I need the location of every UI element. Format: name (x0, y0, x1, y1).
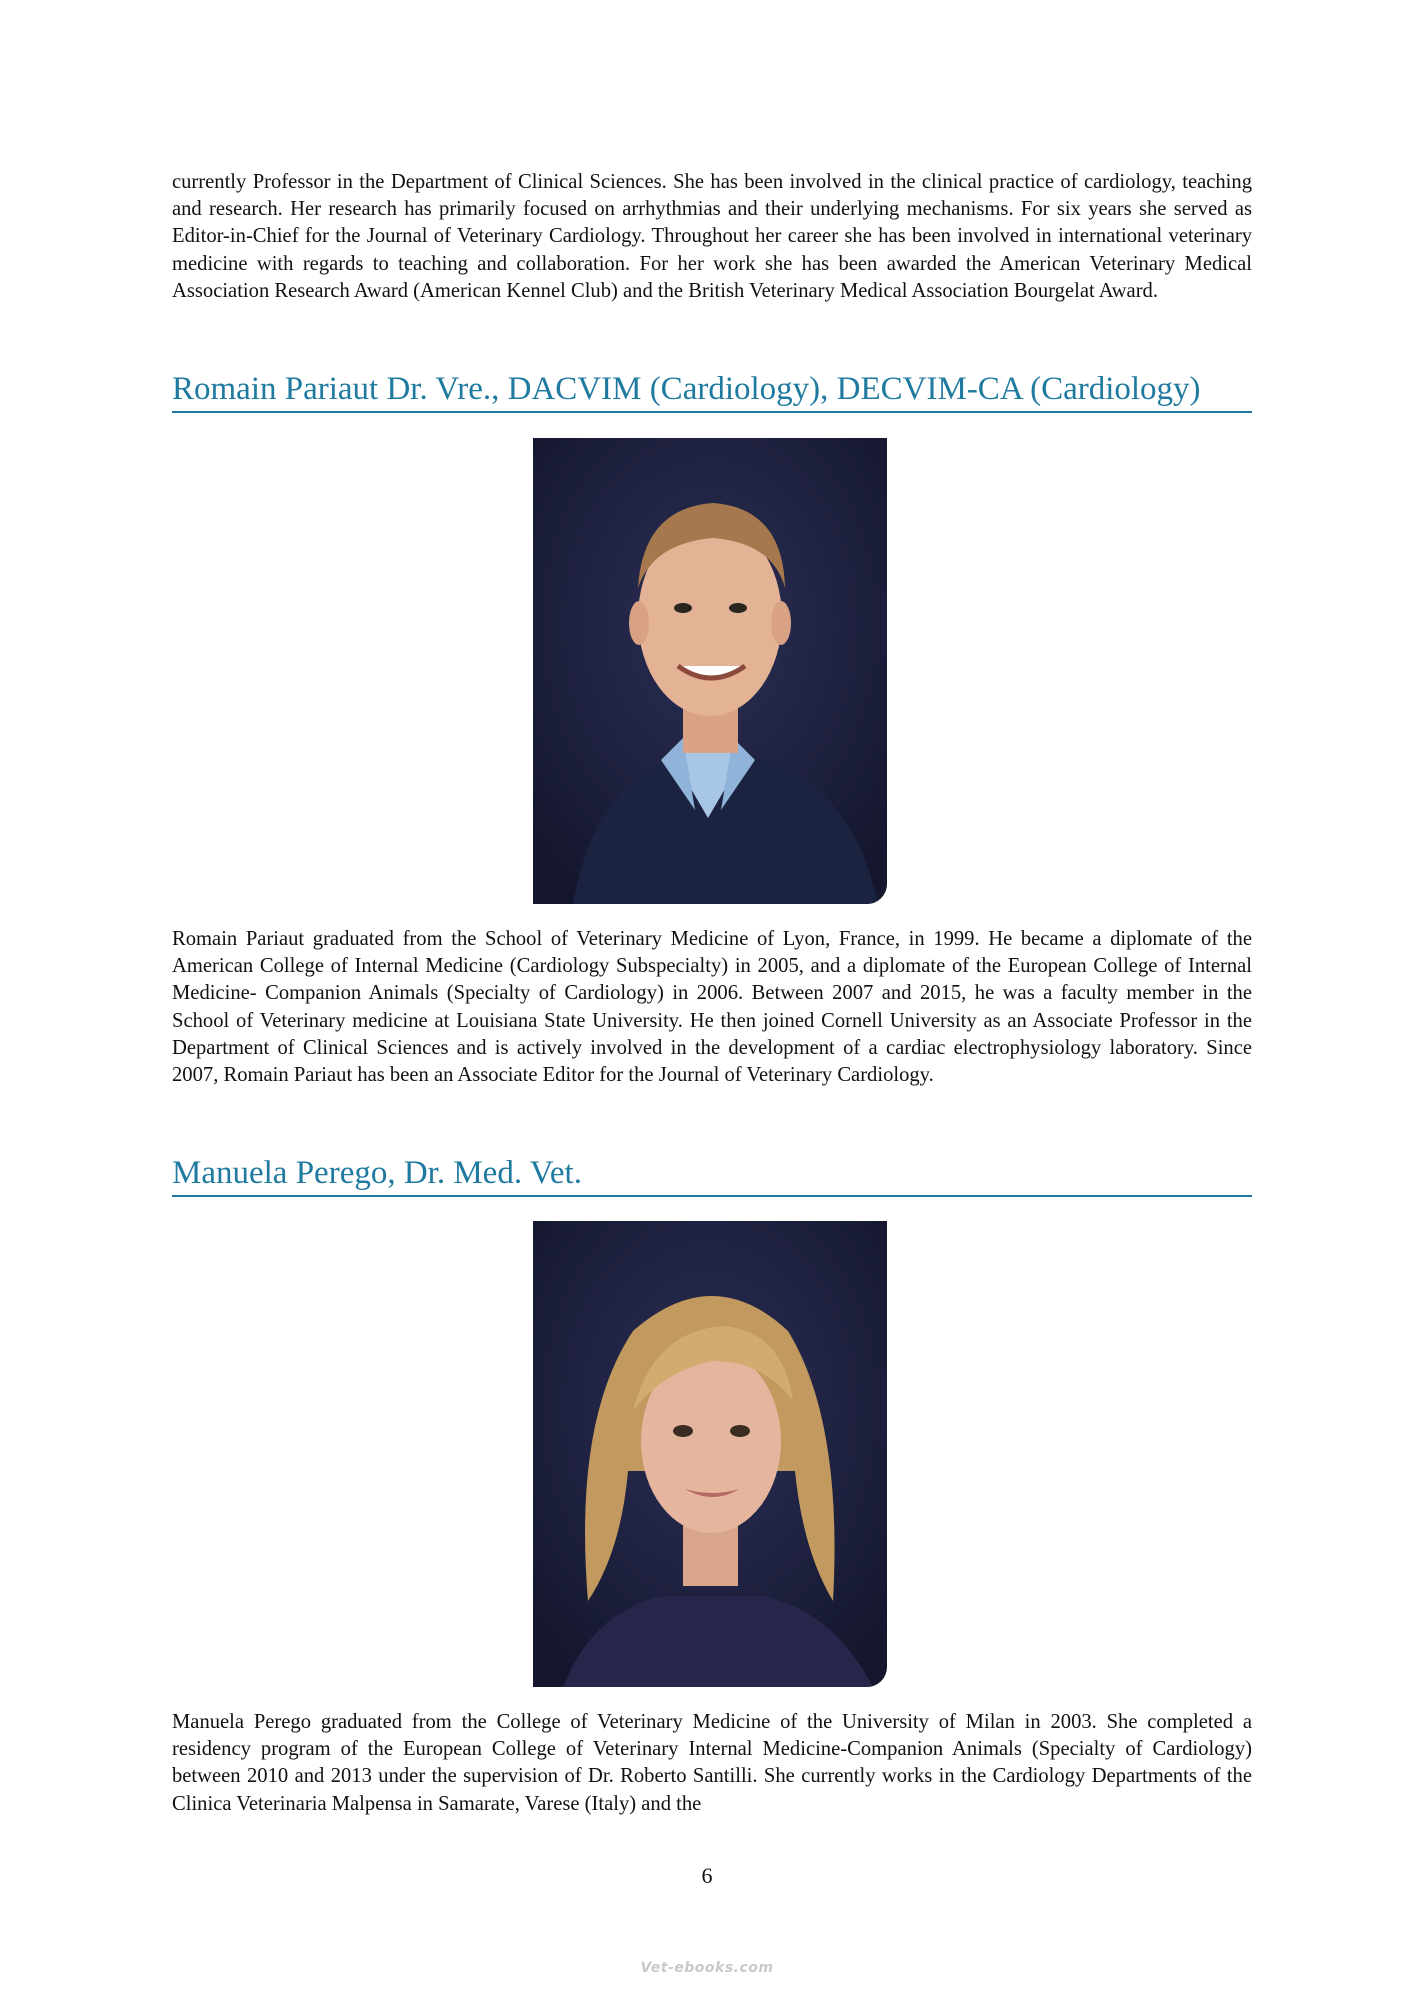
intro-paragraph: currently Professor in the Department of Clinical Sciences. She has been involved in the clinical practice of cardiology, teaching and research. Her research has primarily focused on arrhythmias and their underlying mechanisms. For six years she served as Editor-in-Chief for the Journal of Veterinary Cardiology. Throughout her career she has been involved in international veterinary medicine with regards to teaching and collaboration. For her work she has been awarded the American Veterinary Medical Association Research Award (American Kennel Club) and the British Veterinary Medical Association Bourgelat Award. (172, 171, 1252, 302)
portrait-photo-perego (533, 1221, 887, 1687)
section-heading-perego: Manuela Perego, Dr. Med. Vet. (172, 1153, 1252, 1197)
bio-block-pariaut (172, 926, 1252, 1089)
portrait-photo-pariaut (533, 438, 887, 904)
section-heading-perego-wrap (172, 1153, 1252, 1197)
bio-paragraph-pariaut: Romain Pariaut graduated from the School of Veterinary Medicine of Lyon, France, in 1999. He became a diplomate of the American College of Internal Medicine (Cardiology Subspecialty) in 2005, and a diplomate of the European College of Internal Medicine- Companion Animals (Specialty of Cardiology) in 2006. Between 2007 and 2015, he was a faculty member in the School of Veterinary medicine at Louisiana State University. He then joined Cornell University as an Associate Professor in the Department of Clinical Sciences and is actively involved in the development of a cardiac electrophysiology laboratory. Since 2007, Romain Pariaut has been an Associate Editor for the Journal of Veterinary Cardiology. (172, 928, 1252, 1087)
bio-paragraph-perego: Manuela Perego graduated from the College of Veterinary Medicine of the University of Milan in 2003. She completed a residency program of the European College of Veterinary Internal Medicine-Companion Animals (Specialty of Cardiology) between 2010 and 2013 under the supervision of Dr. Roberto Santilli. She currently works in the Cardiology Departments of the Clinica Veterinaria Malpensa in Samarate, Varese (Italy) and the (172, 1711, 1252, 1815)
page-number: 6 (701, 1863, 713, 1888)
bio-block-perego (172, 1709, 1252, 1818)
section-heading-pariaut: Romain Pariaut Dr. Vre., DACVIM (Cardiology), DECVIM-CA (Cardiology) (172, 369, 1252, 413)
intro-block (172, 169, 1252, 305)
section-heading-pariaut-wrap (172, 369, 1252, 413)
watermark-logo: Vet-ebooks.com (640, 1960, 774, 1976)
